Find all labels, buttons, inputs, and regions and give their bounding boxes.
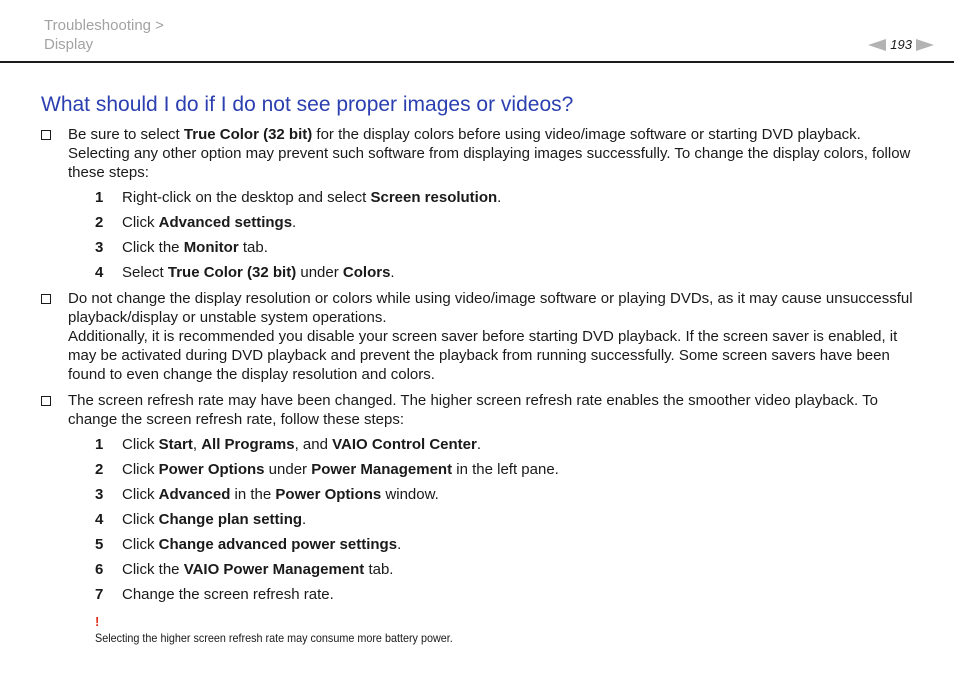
breadcrumb [44,16,164,54]
paragraph: The screen refresh rate may have been changed. The higher screen refresh rate enables the smoother video playback. To change the screen refresh rate, follow these steps: [68,392,878,428]
breadcrumb-current[interactable]: Display [44,36,94,53]
paragraph: Do not change the display resolution or colors while using video/image software or playing DVDs, as it may cause unsuccessful playback/display or unstable system operations. [68,290,913,326]
next-page-arrow-icon[interactable] [916,39,934,51]
header-divider [0,61,954,63]
previous-page-arrow-icon[interactable] [868,39,886,51]
bullet-box-icon [41,396,51,406]
page-title: What should I do if I do not see proper images or videos? [41,93,574,116]
bullet-refresh-rate [41,391,921,646]
paragraph: Additionally, it is recommended you disable your screen saver before starting DVD playback. If the screen saver is enabled, it may be activated during DVD playback and prevent the playback from running successfully. Some screen savers have been found to even change the display resolution and colors. [68,328,898,383]
step: 5 Click Change advanced power settings. [95,536,402,553]
page-number: 193 [890,37,912,52]
step: 1 Click Start, All Programs, and VAIO Control Center. [95,436,482,453]
step: 3 Click the Monitor tab. [95,239,268,256]
steps-list [95,435,921,604]
bullet-box-icon [41,130,51,140]
steps-list [95,188,921,282]
content [41,125,921,646]
bullet-resolution-warning [41,289,921,384]
warning-icon: ! [95,614,100,629]
step: 4 Click Change plan setting. [95,511,307,528]
note-text: Selecting the higher screen refresh rate may consume more battery power. [95,631,453,645]
bullet-box-icon [41,294,51,304]
page-navigator [868,37,934,52]
step: 4 Select True Color (32 bit) under Colors. [95,264,395,281]
paragraph: Be sure to select True Color (32 bit) for the display colors before using video/image software or starting DVD playback. Selecting any other option may prevent such software from displaying images successfully. To change the display colors, follow these steps: [68,126,911,181]
step: 2 Click Power Options under Power Management in the left pane. [95,461,559,478]
step: 7 Change the screen refresh rate. [95,586,334,603]
breadcrumb-parent[interactable]: Troubleshooting > [44,17,164,34]
step: 6 Click the VAIO Power Management tab. [95,561,394,578]
note [95,612,921,646]
step: 2 Click Advanced settings. [95,214,297,231]
step: 1 Right-click on the desktop and select Screen resolution. [95,189,502,206]
bullet-display-colors [41,125,921,282]
step: 3 Click Advanced in the Power Options window. [95,486,439,503]
